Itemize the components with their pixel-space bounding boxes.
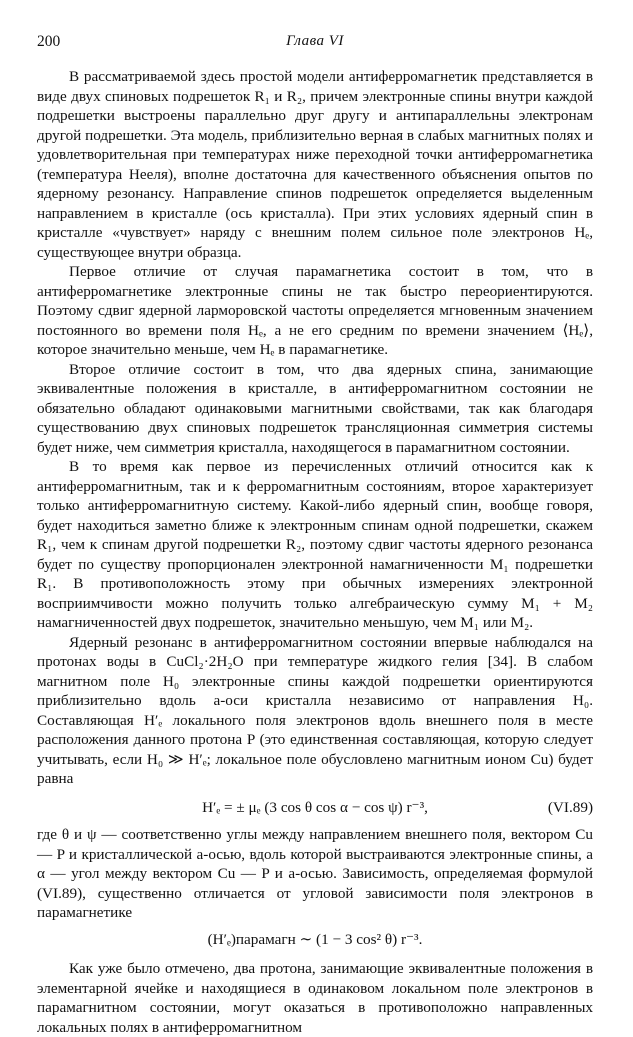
chapter-title: Глава VI — [286, 33, 344, 49]
page-body — [37, 67, 593, 1037]
paragraph-1: В рассматриваемой здесь простой модели антиферромагнетик представляется в виде двух спиновых подрешеток R₁ и R₂, причем электронные спины внутри каждой подрешетки выстроены параллельно друг другу и антипараллельны электронам другой подрешетки. Эта модель, приблизительно верная в слабых магнитных полях и удовлетворительная при температурах ниже переходной точки антиферромагнетика (температура Нееля), вполне достаточна для качественного объяснения опытов по ядерному резонансу. Направление спинов подрешеток определяется выделенным направлением в кристалле (ось кристалла). При этих условиях ядерный спин в кристалле «чувствует» наряду с внешним полем сильное поле электронов Hₑ, существующее внутри образца. — [37, 68, 593, 261]
equation-number: (VI.89) — [547, 798, 593, 816]
paragraph-7: Как уже было отмечено, два протона, занимающие эквивалентные положения в элементарной ячейке и находящиеся в одинаковом локальном поле электронов в парамагнитном состоянии, могут оказаться в противоположно направленных локальных полях в антиферромагнитном — [37, 960, 593, 1036]
paragraph-6: где θ и ψ — соответственно углы между направлением внешнего поля, вектором Cu — P и кристаллической a-осью, вдоль которой выстраиваются электронные спины, а α — угол между вектором Cu — P и a-осью. Зависимость, определяемая формулой (VI.89), существенно отличается от угловой зависимости поля электронов в парамагнетике — [37, 826, 593, 921]
equation-vi-89 — [37, 798, 593, 818]
paragraph-3: Второе отличие состоит в том, что два ядерных спина, занимающие эквивалентные положения в кристалле, в антиферромагнитном состоянии не обязательно обладают одинаковыми магнитными свойствами, так как благодаря существованию двух спиновых подрешеток трансляционная симметрия системы будет ниже, чем симметрия кристалла, находящегося в парамагнитном состоянии. — [37, 360, 593, 456]
page-header — [37, 33, 593, 53]
equation-paramagnet: (H′ₑ)парамагн ∼ (1 − 3 cos² θ) r⁻³. — [207, 930, 423, 948]
equation-vi-89-body: H′ₑ = ± μₑ (3 cos θ cos α − cos ψ) r⁻³, — [202, 798, 428, 816]
paragraph-5: Ядерный резонанс в антиферромагнитном состоянии впервые наблюдался на протонах воды в CuCl₂·2H₂O при температуре жидкого гелия [34]. В слабом магнитном поле H₀ электронные спины каждой подрешетки ориентируются приблизительно вдоль a-оси кристалла независимо от направления H₀. Составляющая H′ₑ локального поля электронов вдоль внешнего поля в месте расположения данного протона P (это единственная составляющая, которую следует учитывать, если H₀ ≫ H′ₑ; локальное поле обусловлено магнитным ионом Cu) будет равна — [37, 633, 593, 787]
paragraph-4: В то время как первое из перечисленных отличий относится как к антиферромагнитным, так и к ферромагнитным состояниям, второе характеризует только антиферромагнитную систему. Какой-либо ядерный спин, вообще говоря, будет находиться заметно ближе к электронным спинам одной подрешетки, скажем R₁, чем к спинам другой подрешетки R₂, поэтому сдвиг частоты ядерного резонанса будет по существу пропорционален электронной намагниченности M₁ подрешетки R₁. В противоположность этому при обычных измерениях электронной восприимчивости можно получить только алгебраическую сумму M₁ + M₂ намагниченностей двух подрешеток, значительно меньшую, чем M₁ или M₂. — [37, 458, 593, 631]
paragraph-2: Первое отличие от случая парамагнетика состоит в том, что в антиферромагнетике электронные спины не так быстро переориентируются. Поэтому сдвиг ядерной ларморовской частоты определяется мгновенным значением постоянного во времени поля Hₑ, а не его средним по времени значением ⟨Hₑ⟩, которое значительно меньше, чем Hₑ в парамагнетике. — [37, 263, 593, 358]
page-number: 200 — [37, 33, 61, 50]
